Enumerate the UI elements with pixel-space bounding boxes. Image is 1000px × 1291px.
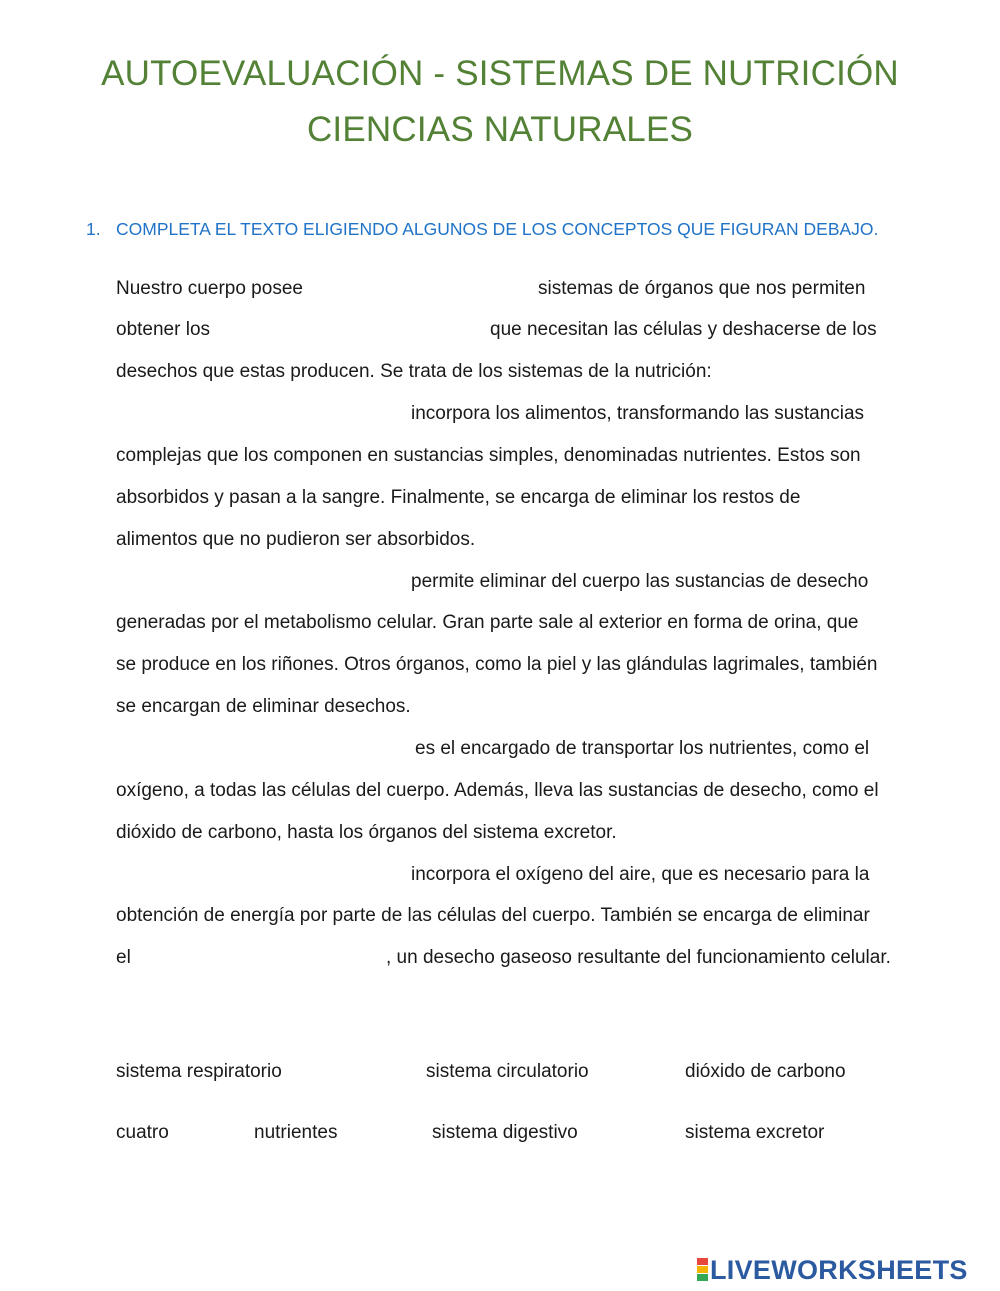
liveworksheets-brand-text: LIVEWORKSHEETS: [710, 1255, 968, 1285]
text-line: oxígeno, a todas las células del cuerpo. Además, lleva las sustancias de desecho, como el: [116, 780, 879, 801]
text-line: el: [116, 947, 131, 968]
text-line: Nuestro cuerpo posee: [116, 278, 303, 299]
liveworksheets-logo: [697, 1256, 968, 1284]
text-line: permite eliminar del cuerpo las sustancias de desecho: [411, 571, 869, 592]
text-line: alimentos que no pudieron ser absorbidos.: [116, 529, 476, 550]
question-instruction: [86, 216, 878, 242]
text-line: incorpora los alimentos, transformando las sustancias: [411, 403, 865, 424]
page-title-line-1: AUTOEVALUACIÓN - SISTEMAS DE NUTRICIÓN: [101, 54, 899, 93]
word-bank-item: dióxido de carbono: [685, 1061, 846, 1082]
text-line: sistemas de órganos que nos permiten: [538, 278, 866, 299]
blank-1-input[interactable]: [325, 274, 534, 306]
blank-2-input[interactable]: [228, 315, 487, 347]
text-line: generadas por el metabolismo celular. Gran parte sale al exterior en forma de orina, que: [116, 612, 859, 633]
liveworksheets-logo-icon: [697, 1258, 708, 1282]
word-bank-item: sistema circulatorio: [426, 1061, 589, 1082]
text-line: se produce en los riñones. Otros órganos, como la piel y las glándulas lagrimales, también: [116, 654, 878, 675]
blank-3-input[interactable]: [116, 398, 405, 430]
blank-7-input[interactable]: [140, 943, 384, 975]
text-line: incorpora el oxígeno del aire, que es necesario para la: [411, 864, 870, 885]
question-text: COMPLETA EL TEXTO ELIGIENDO ALGUNOS DE LOS CONCEPTOS QUE FIGURAN DEBAJO.: [116, 219, 879, 239]
text-line: absorbidos y pasan a la sangre. Finalmente, se encarga de eliminar los restos de: [116, 487, 801, 508]
text-line: obtención de energía por parte de las células del cuerpo. También se encarga de eliminar: [116, 905, 870, 926]
blank-5-input[interactable]: [116, 733, 410, 765]
blank-4-input[interactable]: [116, 566, 405, 598]
word-bank-item: nutrientes: [254, 1122, 338, 1143]
text-line: desechos que estas producen. Se trata de los sistemas de la nutrición:: [116, 361, 712, 382]
word-bank-item: sistema respiratorio: [116, 1061, 282, 1082]
text-line: complejas que los componen en sustancias simples, denominadas nutrientes. Estos son: [116, 445, 861, 466]
word-bank-item: sistema digestivo: [432, 1122, 578, 1143]
text-line: dióxido de carbono, hasta los órganos del sistema excretor.: [116, 822, 617, 843]
logo-block: [697, 1258, 708, 1265]
page-title-line-2: CIENCIAS NATURALES: [306, 110, 694, 149]
text-line: , un desecho gaseoso resultante del funcionamiento celular.: [386, 947, 891, 968]
text-line: se encargan de eliminar desechos.: [116, 696, 411, 717]
word-bank-item: cuatro: [116, 1122, 169, 1143]
text-line: que necesitan las células y deshacerse de los: [490, 319, 877, 340]
logo-block: [697, 1266, 708, 1273]
text-line: obtener los: [116, 319, 211, 340]
word-bank-item: sistema excretor: [685, 1122, 825, 1143]
logo-block: [697, 1274, 708, 1281]
question-number: 1.: [86, 219, 101, 239]
blank-6-input[interactable]: [116, 859, 405, 891]
text-line: es el encargado de transportar los nutrientes, como el: [415, 738, 870, 759]
